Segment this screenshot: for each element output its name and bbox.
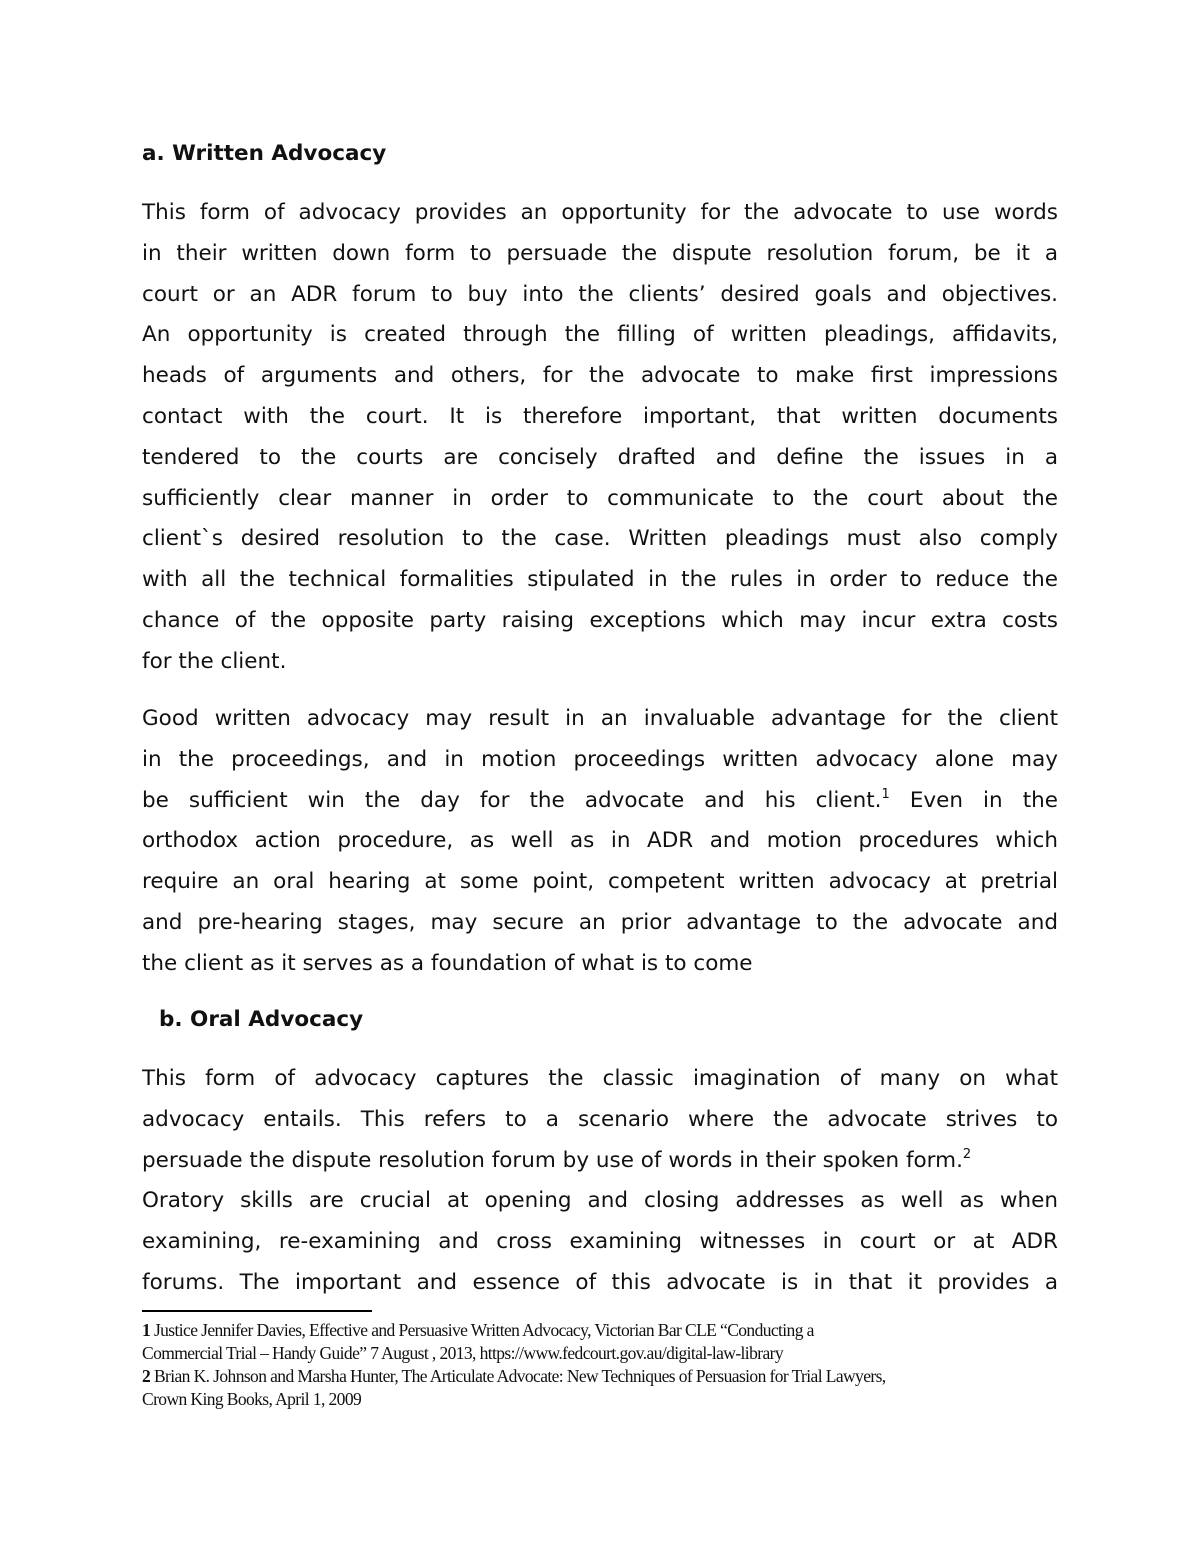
footnote-number: 2 — [142, 1366, 151, 1386]
footnote-separator — [142, 1310, 372, 1312]
text-line: This form of advocacy captures the classic imagination of many on what — [142, 1066, 1058, 1091]
paragraph — [142, 699, 1058, 985]
text-line — [142, 781, 1058, 822]
text-line — [142, 1141, 1058, 1182]
text-line: in their written down form to persuade the dispute resolution forum, be it a — [142, 240, 1058, 266]
text-line: heads of arguments and others, for the advocate to make first impressions — [142, 363, 1058, 389]
text-line: examining, re-examining and cross examining witnesses in court or at ADR — [142, 1229, 1058, 1255]
section-b-heading: b. Oral Advocacy — [159, 1007, 364, 1032]
paragraph — [142, 193, 1058, 683]
text-line: and pre-hearing stages, may secure an prior advantage to the advocate and — [142, 909, 1058, 935]
footnote-line — [142, 1342, 1072, 1365]
footnote-reference: 2 — [962, 1146, 972, 1162]
text-line: court or an ADR forum to buy into the clients’ desired goals and objectives. — [142, 281, 1058, 307]
text-line: the client as it serves as a foundation of what is to come — [142, 950, 753, 976]
footnotes — [142, 1319, 1072, 1411]
footnote-text: Crown King Books, April 1, 2009 — [142, 1389, 362, 1409]
section-a-heading: a. Written Advocacy — [142, 141, 387, 166]
text-line: with all the technical formalities stipulated in the rules in order to reduce the — [142, 567, 1058, 593]
text-line: client`s desired resolution to the case. Written pleadings must also comply — [142, 526, 1058, 552]
text-line: forums. The important and essence of this advocate is in that it provides a — [142, 1269, 1058, 1295]
text-segment: Even in the — [889, 787, 1058, 813]
footnote-text: Commercial Trial – Handy Guide” 7 August , 2013, https://www.fedcourt.gov.au/digital-law-library — [142, 1343, 783, 1363]
text-line: sufficiently clear manner in order to communicate to the court about the — [142, 485, 1058, 511]
footnote-line — [142, 1319, 1072, 1342]
text-line: orthodox action procedure, as well as in ADR and motion procedures which — [142, 828, 1058, 854]
text-segment: persuade the dispute resolution forum by use of words in their spoken form. — [142, 1147, 963, 1173]
text-line: An opportunity is created through the filling of written pleadings, affidavits, — [142, 322, 1058, 348]
text-line: for the client. — [142, 648, 287, 674]
text-line: advocacy entails. This refers to a scenario where the advocate strives to — [142, 1106, 1058, 1132]
text-line: This form of advocacy provides an opportunity for the advocate to use words — [142, 200, 1058, 225]
footnote-number: 1 — [142, 1320, 151, 1340]
footnote-text: Brian K. Johnson and Marsha Hunter, The Articulate Advocate: New Techniques of Persuasion for Trial Lawyers, — [153, 1366, 886, 1386]
paragraph — [142, 1059, 1058, 1304]
footnote-reference: 1 — [881, 786, 890, 802]
footnote-line — [142, 1388, 1072, 1411]
text-line: in the proceedings, and in motion proceedings written advocacy alone may — [142, 746, 1058, 772]
text-line: Oratory skills are crucial at opening and closing addresses as well as when — [142, 1188, 1058, 1214]
text-line: contact with the court. It is therefore important, that written documents — [142, 403, 1058, 429]
text-line: chance of the opposite party raising exceptions which may incur extra costs — [142, 607, 1058, 633]
footnote-line — [142, 1365, 1072, 1388]
text-line: Good written advocacy may result in an invaluable advantage for the client — [142, 706, 1058, 731]
text-segment: be sufficient win the day for the advocate and his client. — [142, 787, 882, 813]
text-line: require an oral hearing at some point, competent written advocacy at pretrial — [142, 869, 1058, 895]
footnote-text: Justice Jennifer Davies, Effective and Persuasive Written Advocacy, Victorian Bar CLE “Conducting a — [153, 1320, 814, 1340]
text-line: tendered to the courts are concisely drafted and define the issues in a — [142, 444, 1058, 470]
